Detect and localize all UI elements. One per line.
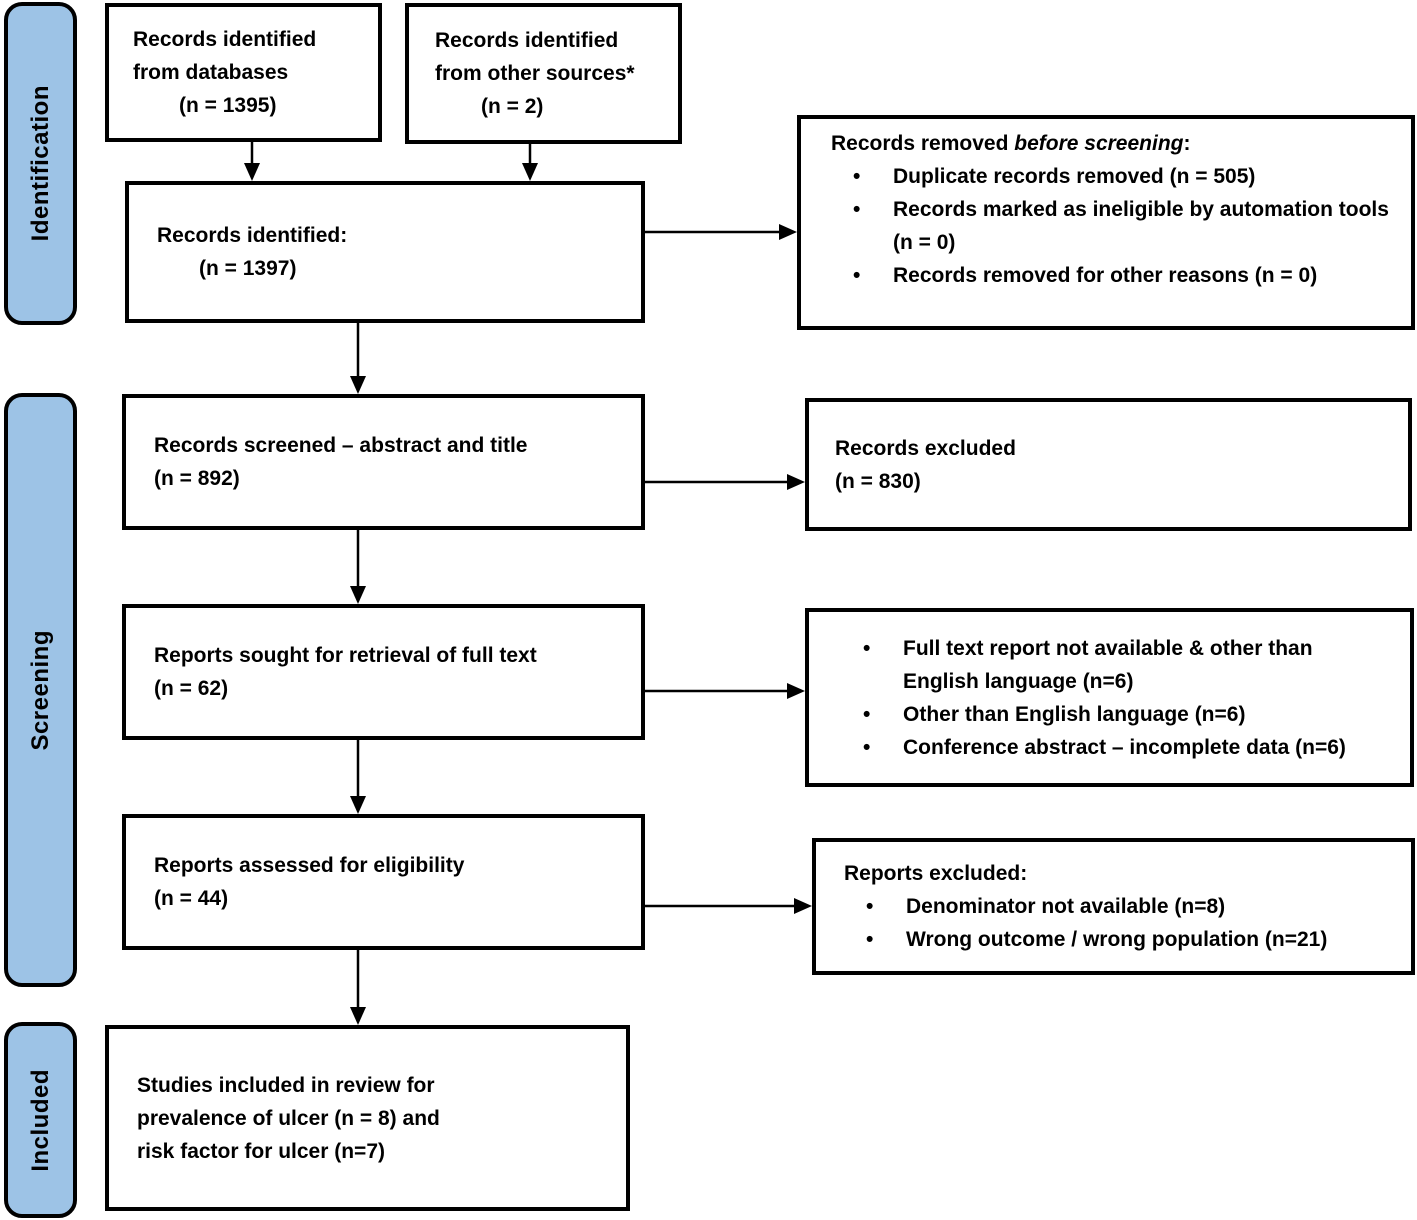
box-count: (n = 1397) — [199, 257, 297, 280]
box-records-removed-before-screening — [797, 115, 1415, 330]
box-reports-sought — [122, 604, 645, 740]
box-records-excluded — [805, 398, 1412, 531]
box-title: Records identified: — [157, 224, 348, 247]
box-title: Reports assessed for eligibility — [154, 854, 465, 877]
box-count: (n = 830) — [835, 469, 921, 493]
stage-bar-identification — [4, 2, 77, 325]
bullet-item: • Records removed for other reasons (n = 0) — [893, 259, 1393, 292]
stage-bar-included — [4, 1022, 77, 1218]
box-title: Reports sought for retrieval of full text — [154, 644, 537, 667]
box-text-line: Records identified — [435, 29, 619, 52]
box-reports-assessed — [122, 814, 645, 950]
box-records-identified-total — [125, 181, 645, 323]
box-text-line: from other sources* — [435, 62, 635, 85]
heading-suffix: : — [1183, 132, 1191, 155]
heading-italic: before screening — [1014, 132, 1184, 155]
stage-label-included: Included — [26, 1068, 54, 1172]
box-title: Records screened – abstract and title — [154, 434, 528, 457]
bullet-item: • Denominator not available (n=8) — [906, 890, 1393, 923]
box-text-line: Studies included in review for — [137, 1073, 435, 1097]
bullet-item: • Conference abstract – incomplete data (n=6) — [903, 731, 1392, 764]
stage-label-identification: Identification — [26, 85, 54, 242]
box-studies-included — [105, 1025, 630, 1211]
box-heading: Reports excluded: — [844, 862, 1028, 885]
box-reports-excluded — [812, 838, 1415, 975]
box-title: Records excluded — [835, 436, 1016, 460]
box-text-line: prevalence of ulcer (n = 8) and — [137, 1106, 440, 1130]
box-count: (n = 2) — [481, 95, 544, 118]
stage-label-screening: Screening — [26, 629, 54, 751]
bullet-item: • Full text report not available & other than English language (n=6) — [903, 632, 1392, 698]
bullet-item: • Other than English language (n=6) — [903, 698, 1392, 731]
box-records-identified-databases — [105, 3, 382, 142]
box-count: (n = 62) — [154, 677, 229, 700]
box-records-screened — [122, 394, 645, 530]
bullet-item: • Wrong outcome / wrong population (n=21) — [906, 923, 1393, 956]
box-count: (n = 892) — [154, 467, 240, 490]
bullet-item: • Duplicate records removed (n = 505) — [893, 160, 1393, 193]
box-text-line: risk factor for ulcer (n=7) — [137, 1139, 385, 1163]
box-count: (n = 1395) — [179, 94, 277, 117]
bullet-list — [841, 632, 1392, 764]
bullet-list — [844, 890, 1393, 956]
box-text-line: Records identified — [133, 28, 317, 51]
box-heading — [831, 127, 1393, 160]
box-records-identified-other-sources — [405, 3, 682, 144]
heading-prefix: Records removed — [831, 132, 1015, 155]
bullet-list — [831, 160, 1393, 292]
box-reports-not-retrieved — [805, 608, 1414, 787]
stage-bar-screening — [4, 393, 77, 987]
box-text-line: from databases — [133, 61, 289, 84]
bullet-item: • Records marked as ineligible by automation tools (n = 0) — [893, 193, 1393, 259]
box-count: (n = 44) — [154, 887, 229, 910]
